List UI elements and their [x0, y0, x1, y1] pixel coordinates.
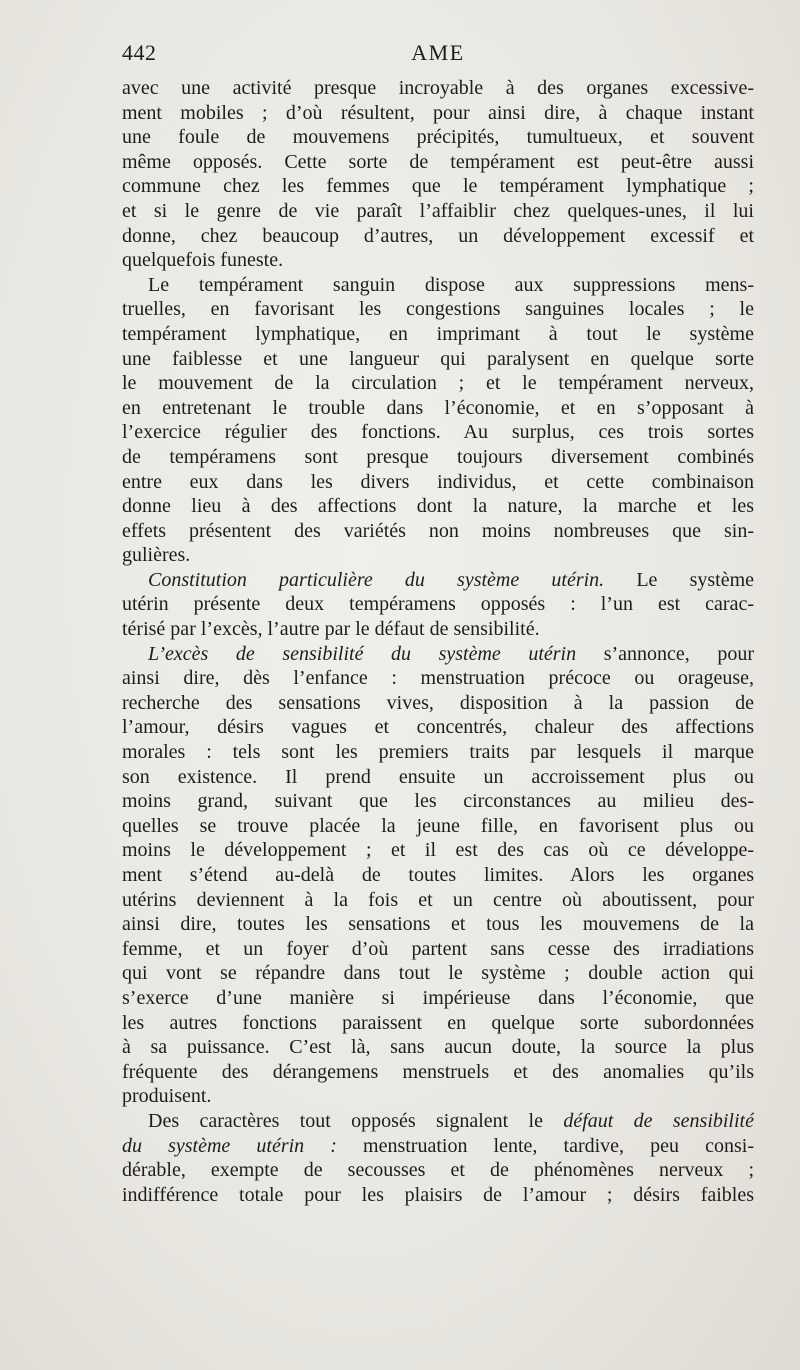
text-segment: utérins deviennent à la fois et un centre où aboutissent, pour — [122, 888, 754, 911]
text-line — [122, 224, 754, 249]
text-line — [122, 1035, 754, 1060]
text-segment: son existence. Il prend ensuite un accroissement plus ou — [122, 765, 754, 788]
text-line — [122, 1109, 754, 1134]
text-line — [122, 666, 754, 691]
text-line — [122, 838, 754, 863]
text-segment: produisent. — [122, 1085, 212, 1108]
text-segment: quelquefois funeste. — [122, 249, 284, 272]
text-segment: donne lieu à des affections dont la nature, la marche et les — [122, 495, 754, 518]
text-segment: ainsi dire, toutes les sensations et tous les mouvemens de la — [122, 913, 754, 936]
text-segment: quelles se trouve placée la jeune fille, en favorisent plus ou — [122, 814, 754, 837]
text-segment: entre eux dans les divers individus, et cette combinaison — [122, 470, 754, 493]
text-segment: femme, et un foyer d’où partent sans cesse des irradiations — [122, 937, 754, 960]
text-line — [122, 740, 754, 765]
text-segment: gulières. — [122, 544, 191, 567]
text-segment: recherche des sensations vives, disposition à la passion de — [122, 691, 754, 714]
text-segment: le mouvement de la circulation ; et le tempérament nerveux, — [122, 372, 754, 395]
text-segment: ment s’étend au-delà de toutes limites. Alors les organes — [122, 864, 754, 886]
text-line — [122, 494, 754, 519]
text-line — [122, 1011, 754, 1036]
text-line — [122, 174, 754, 199]
text-segment: l’exercice régulier des fonctions. Au surplus, ces trois sortes — [122, 421, 754, 444]
paragraph — [122, 1109, 754, 1207]
text-line — [122, 568, 754, 593]
text-segment: s’exerce d’une manière si impérieuse dans l’économie, que — [122, 986, 754, 1009]
text-line — [122, 765, 754, 790]
text-segment: à sa puissance. C’est là, sans aucun doute, la source la plus — [122, 1036, 754, 1059]
text-segment: Le tempérament sanguin dispose aux suppressions mens- — [148, 273, 754, 296]
text-line — [122, 76, 754, 101]
text-line — [122, 912, 754, 937]
text-line — [122, 371, 754, 396]
paragraph — [122, 568, 754, 642]
text-segment: effets présentent des variétés non moins nombreuses que sin- — [122, 519, 754, 542]
paragraph — [122, 642, 754, 1109]
text-segment: l’amour, désirs vagues et concentrés, chaleur des affections — [122, 716, 754, 739]
text-line — [122, 1060, 754, 1085]
text-line — [122, 715, 754, 740]
text-segment: donne, chez beaucoup d’autres, un développement excessif et — [122, 224, 754, 247]
text-line — [122, 543, 754, 568]
text-segment: les autres fonctions paraissent en quelque sorte subordonnées — [122, 1011, 754, 1034]
text-line — [122, 199, 754, 224]
text-segment: une foule de mouvemens précipités, tumultueux, et souvent — [122, 126, 754, 149]
text-segment: qui vont se répandre dans tout le système ; double action qui — [122, 962, 754, 985]
text-line — [122, 1183, 754, 1208]
text-segment: ainsi dire, dès l’enfance : menstruation précoce ou orageuse, — [122, 667, 754, 690]
text-line — [122, 519, 754, 544]
text-segment: moins le développement ; et il est des cas où ce développe- — [122, 839, 754, 862]
text-line — [122, 420, 754, 445]
text-line — [122, 1084, 754, 1109]
text-segment: de tempéramens sont presque toujours diversement combinés — [122, 445, 754, 468]
text-segment: térisé par l’excès, l’autre par le défaut de sensibilité. — [122, 618, 540, 641]
text-segment: fréquente des dérangemens menstruels et des anomalies qu’ils — [122, 1060, 754, 1083]
text-line — [122, 347, 754, 372]
running-head: AME — [411, 40, 465, 65]
text-segment: truelles, en favorisant les congestions sanguines locales ; le — [122, 298, 754, 321]
text-body — [122, 76, 754, 1207]
page-number: 442 — [122, 40, 157, 65]
text-line — [122, 691, 754, 716]
text-line — [122, 101, 754, 126]
text-segment: s’annonce, pour — [576, 642, 754, 665]
italic-text: L’excès de sensibilité du système utérin — [148, 642, 577, 665]
text-segment: Le système — [604, 568, 754, 591]
text-line — [122, 396, 754, 421]
text-line — [122, 937, 754, 962]
text-segment: utérin présente deux tempéramens opposés : l’un est carac- — [122, 593, 754, 616]
text-segment: dérable, exempte de secousses et de phénomènes nerveux ; — [122, 1159, 754, 1182]
text-line — [122, 642, 754, 667]
text-segment: même opposés. Cette sorte de tempérament est peut-être aussi — [122, 150, 754, 173]
text-segment: en entretenant le trouble dans l’économie, et en s’opposant à — [122, 396, 754, 419]
text-segment: ment mobiles ; d’où résultent, pour ainsi dire, à chaque instant — [122, 101, 754, 124]
text-line — [122, 863, 754, 888]
italic-text: défaut de sensibilité — [563, 1109, 754, 1132]
text-line — [122, 592, 754, 617]
text-line — [122, 1134, 754, 1159]
text-line — [122, 814, 754, 839]
text-line — [122, 445, 754, 470]
text-line — [122, 273, 754, 298]
text-segment: morales : tels sont les premiers traits par lesquels il marque — [122, 741, 754, 764]
text-segment: indifférence totale pour les plaisirs de l’amour ; désirs faibles — [122, 1183, 754, 1206]
text-line — [122, 986, 754, 1011]
paragraph — [122, 273, 754, 568]
text-segment: commune chez les femmes que le tempérament lymphatique ; — [122, 175, 754, 198]
text-line — [122, 1158, 754, 1183]
text-line — [122, 617, 754, 642]
italic-text: du système utérin : — [122, 1134, 337, 1157]
text-segment: tempérament lymphatique, en imprimant à tout le système — [122, 322, 754, 345]
text-segment: menstruation lente, tardive, peu consi- — [336, 1134, 754, 1157]
text-line — [122, 888, 754, 913]
text-line — [122, 248, 754, 273]
text-segment: une faiblesse et une langueur qui paralysent en quelque sorte — [122, 347, 754, 370]
text-line — [122, 297, 754, 322]
text-line — [122, 322, 754, 347]
text-line — [122, 125, 754, 150]
text-segment: Des caractères tout opposés signalent le — [148, 1109, 564, 1132]
text-segment: et si le genre de vie paraît l’affaiblir chez quelques-unes, il lui — [122, 199, 754, 222]
text-line — [122, 961, 754, 986]
page-header — [122, 40, 754, 74]
paragraph — [122, 76, 754, 273]
text-line — [122, 789, 754, 814]
text-line — [122, 150, 754, 175]
text-line — [122, 470, 754, 495]
text-segment: moins grand, suivant que les circonstances au milieu des- — [122, 790, 754, 813]
italic-text: Constitution particulière du système utérin. — [148, 568, 605, 591]
text-segment: avec une activité presque incroyable à des organes excessive- — [122, 77, 754, 99]
